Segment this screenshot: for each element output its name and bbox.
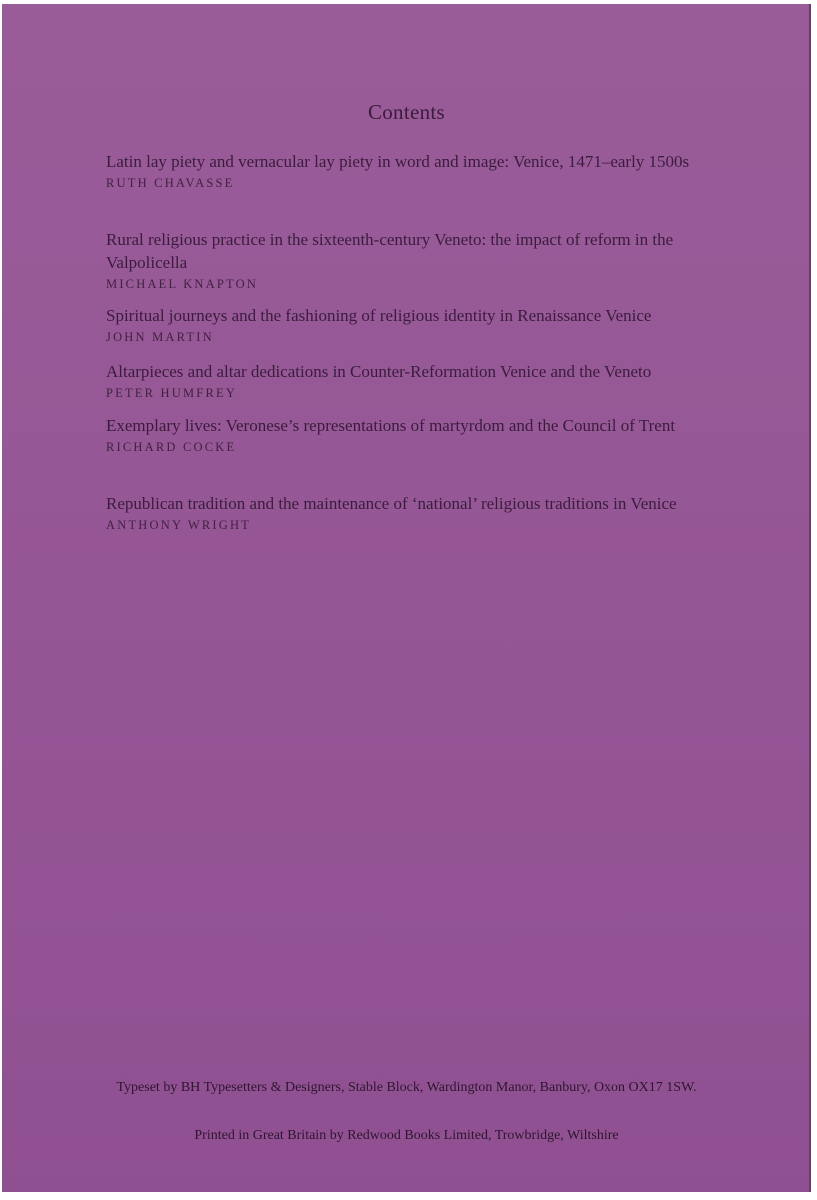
entry-title: Rural religious practice in the sixteenth-century Veneto: the impact of reform in the Valpolicella — [106, 230, 674, 272]
entry-author: MICHAEL KNAPTON — [106, 277, 259, 291]
entry-author: RICHARD COCKE — [106, 440, 237, 454]
entry-author: JOHN MARTIN — [106, 330, 214, 344]
contents-entry — [106, 360, 651, 401]
contents-entry — [106, 228, 736, 292]
entry-author: RUTH CHAVASSE — [106, 176, 235, 190]
entry-title: Republican tradition and the maintenance of ‘national’ religious traditions in Venice — [106, 494, 677, 513]
contents-entry — [106, 492, 677, 533]
entry-author: ANTHONY WRIGHT — [106, 518, 252, 532]
entry-title: Exemplary lives: Veronese’s representations of martyrdom and the Council of Trent — [106, 416, 676, 435]
contents-entry — [106, 150, 689, 191]
typesetter-note: Typeset by BH Typesetters & Designers, Stable Block, Wardington Manor, Banbury, Oxon OX17 1SW. — [116, 1080, 697, 1095]
contents-entry — [106, 304, 651, 345]
contents-entry — [106, 414, 675, 455]
entry-title: Latin lay piety and vernacular lay piety in word and image: Venice, 1471–early 1500s — [106, 152, 690, 171]
printer-note: Printed in Great Britain by Redwood Books Limited, Trowbridge, Wiltshire — [194, 1128, 619, 1143]
entry-title: Spiritual journeys and the fashioning of religious identity in Renaissance Venice — [106, 306, 652, 325]
contents-heading: Contents — [367, 100, 446, 124]
entry-author: PETER HUMFREY — [106, 386, 238, 400]
back-cover — [2, 4, 811, 1192]
entry-title: Altarpieces and altar dedications in Counter-Reformation Venice and the Veneto — [106, 362, 652, 381]
